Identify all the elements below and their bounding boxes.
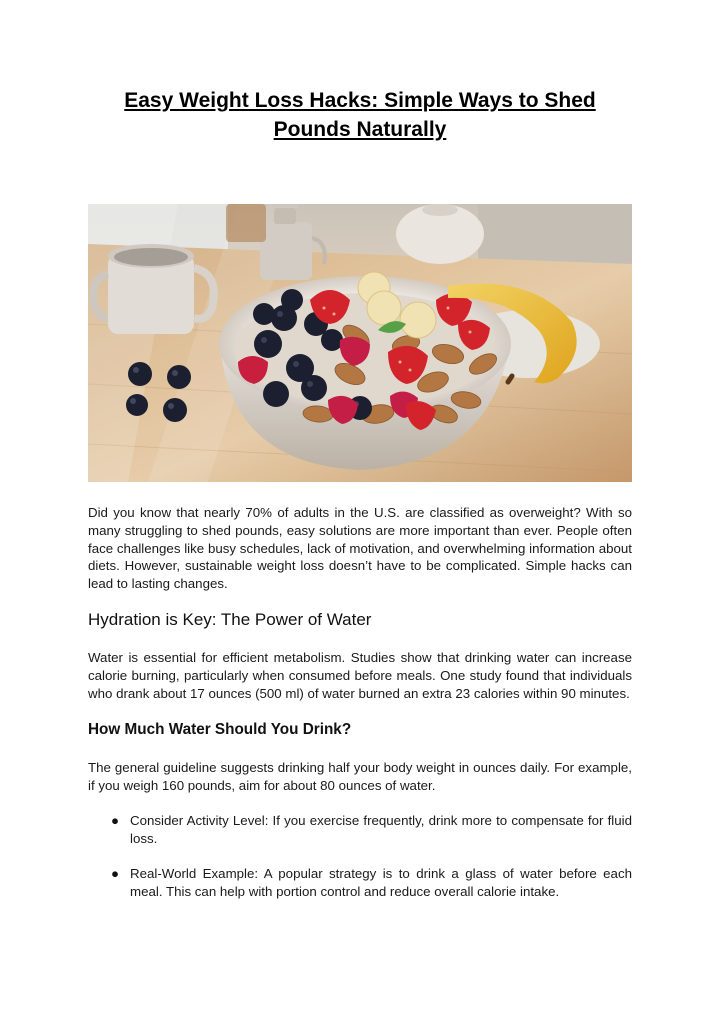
subsection-heading-water-amount: How Much Water Should You Drink? [88,721,352,738]
list-item-text: Consider Activity Level: If you exercise frequently, drink more to compensate for fluid loss. [130,813,632,846]
document-title: Easy Weight Loss Hacks: Simple Ways to Shed Pounds Naturally [124,89,596,141]
water-amount-paragraph: The general guideline suggests drinking half your body weight in ounces daily. For example, if you weigh 160 pounds, aim for about 80 ounces of water. [88,760,632,793]
bullet-marker: ● [111,813,120,828]
hero-image [88,204,632,482]
intro-paragraph: Did you know that nearly 70% of adults in the U.S. are classified as overweight? With so many struggling to shed pounds, easy solutions are more important than ever. People often face challenges like busy schedules, lack of motivation, and overwhelming information about diets. However, sustainable weight loss doesn’t have to be complicated. Simple hacks can lead to lasting changes. [88,505,632,592]
list-item-text: Real-World Example: A popular strategy is to drink a glass of water before each meal. This can help with portion control and reduce overall calorie intake. [130,866,632,899]
hydration-paragraph: Water is essential for efficient metabolism. Studies show that drinking water can increase calorie burning, particularly when consumed before meals. One study found that individuals who drank about 17 ounces (500 ml) of water burned an extra 23 calories within 90 minutes. [88,650,632,701]
section-heading-hydration: Hydration is Key: The Power of Water [88,610,372,629]
bullet-marker: ● [111,866,120,881]
